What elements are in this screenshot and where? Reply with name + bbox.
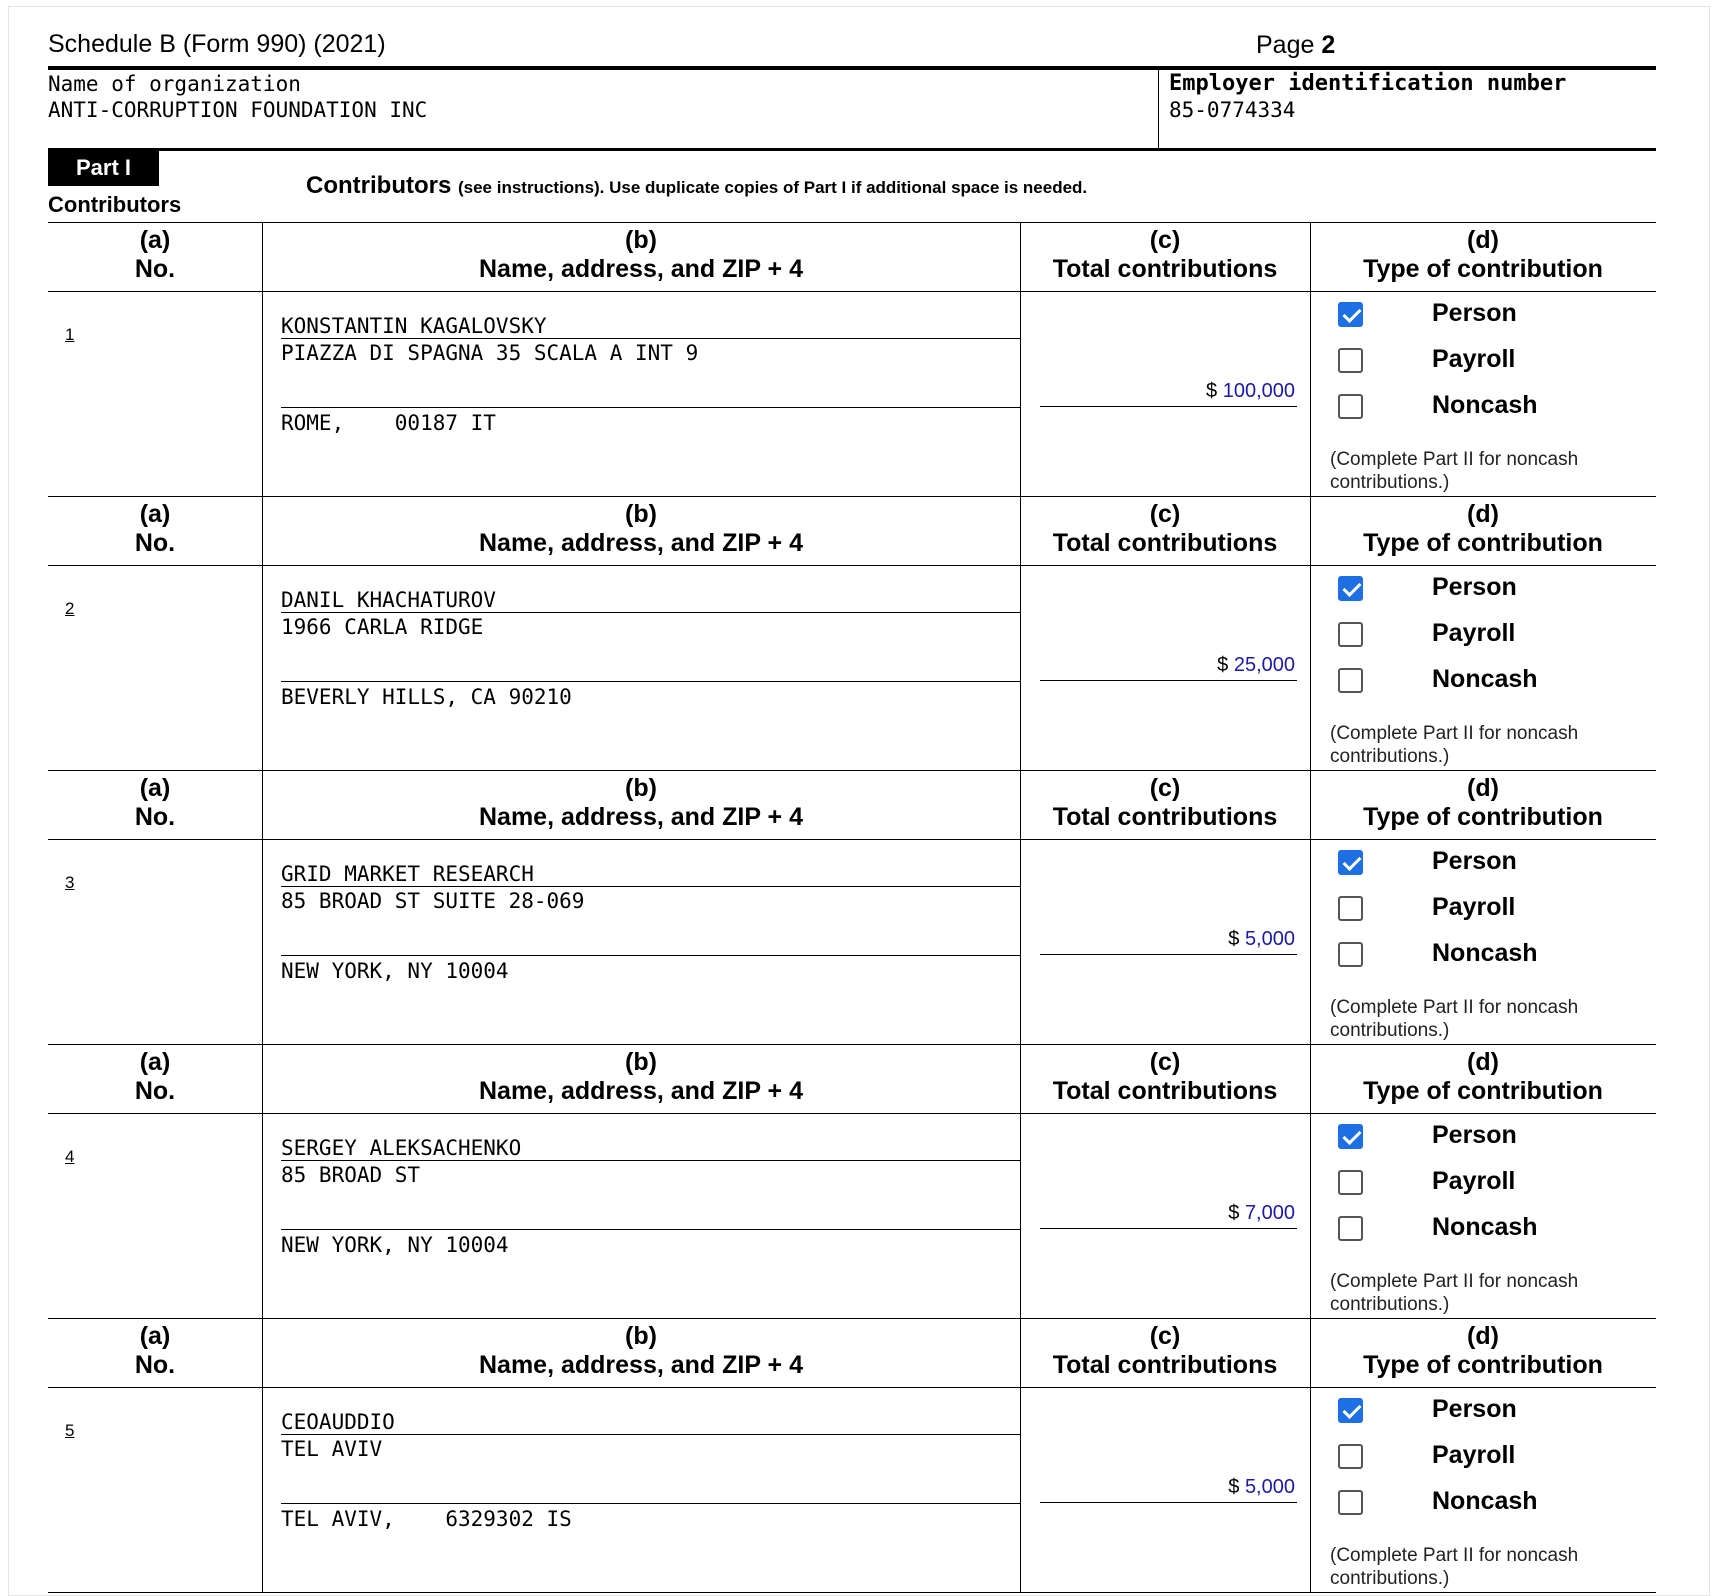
- col-a-letter: (a): [139, 1322, 171, 1350]
- noncash-checkbox[interactable]: [1338, 668, 1363, 693]
- col-rule-c: [1020, 770, 1021, 1044]
- col-d-letter: (d): [1467, 774, 1499, 802]
- col-a-header: [48, 226, 262, 284]
- payroll-label: Payroll: [1432, 619, 1516, 647]
- col-b-label: Name, address, and ZIP + 4: [479, 1351, 803, 1379]
- col-a-header: [48, 1048, 262, 1106]
- col-rule-d: [1310, 1318, 1311, 1592]
- col-c-header: [1020, 500, 1310, 558]
- col-c-letter: (c): [1149, 500, 1181, 528]
- col-rule-b: [262, 1318, 263, 1592]
- col-c-letter: (c): [1149, 1322, 1181, 1350]
- payroll-checkbox[interactable]: [1338, 622, 1363, 647]
- contributor-number: 2: [65, 599, 75, 618]
- col-rule-d: [1310, 222, 1311, 496]
- contributor-number: 5: [65, 1421, 75, 1440]
- name-underline: [281, 338, 1020, 339]
- col-d-label: Type of contribution: [1363, 1077, 1603, 1105]
- total-contribution: [1228, 928, 1295, 951]
- noncash-checkbox[interactable]: [1338, 1216, 1363, 1241]
- check-icon: [1342, 304, 1361, 323]
- currency-symbol: $: [1228, 1476, 1240, 1498]
- col-c-header: [1020, 774, 1310, 832]
- block-bottom-rule: [48, 1592, 1656, 1593]
- part-badge: Part I: [48, 151, 159, 186]
- col-b-header: [262, 226, 1020, 284]
- col-b-letter: (b): [625, 774, 657, 802]
- name-underline: [281, 612, 1020, 613]
- contributor-address: 85 BROAD ST SUITE 28-069: [281, 889, 585, 913]
- col-a-label: No.: [134, 255, 176, 283]
- col-c-letter: (c): [1149, 1048, 1181, 1076]
- noncash-note-line2: contributions.): [1330, 746, 1450, 767]
- check-icon: [1342, 852, 1361, 871]
- contributor-city-zip: ROME, 00187 IT: [281, 411, 496, 435]
- col-c-header: [1020, 226, 1310, 284]
- col-b-letter: (b): [625, 226, 657, 254]
- col-b-header: [262, 1048, 1020, 1106]
- col-rule-b: [262, 1044, 263, 1318]
- noncash-label: Noncash: [1432, 1213, 1538, 1241]
- contributor-address: 1966 CARLA RIDGE: [281, 615, 484, 639]
- part-heading-note: (see instructions). Use duplicate copies of Part I if additional space is needed.: [457, 178, 1088, 197]
- col-rule-c: [1020, 496, 1021, 770]
- person-label: Person: [1432, 299, 1517, 327]
- form-title: Schedule B (Form 990) (2021): [48, 30, 386, 58]
- part-heading: [306, 172, 1087, 200]
- contributor-name: SERGEY ALEKSACHENKO: [281, 1136, 522, 1160]
- col-d-header: [1310, 1048, 1656, 1106]
- contributor-number: 3: [65, 873, 75, 892]
- col-a-label: No.: [134, 1077, 176, 1105]
- contributor-name: KONSTANTIN KAGALOVSKY: [281, 314, 547, 338]
- col-rule-b: [262, 222, 263, 496]
- col-d-letter: (d): [1467, 1322, 1499, 1350]
- name-underline: [281, 1434, 1020, 1435]
- amount-value: 25,000: [1233, 654, 1295, 676]
- noncash-note: [1330, 1270, 1578, 1316]
- address-underline: [281, 407, 1020, 408]
- table-top-rule: [48, 222, 1656, 223]
- contributor-name: GRID MARKET RESEARCH: [281, 862, 534, 886]
- col-c-label: Total contributions: [1052, 1351, 1278, 1379]
- page-label: Page: [1256, 31, 1315, 59]
- payroll-checkbox[interactable]: [1338, 1444, 1363, 1469]
- header-rule: [48, 66, 1656, 70]
- address-underline: [281, 681, 1020, 682]
- col-d-label: Type of contribution: [1363, 1351, 1603, 1379]
- contributor-name: DANIL KHACHATUROV: [281, 588, 496, 612]
- check-icon: [1342, 1126, 1361, 1145]
- amount-value: 5,000: [1244, 1476, 1295, 1498]
- org-name: ANTI-CORRUPTION FOUNDATION INC: [48, 98, 428, 122]
- amount-underline: [1040, 954, 1297, 955]
- col-d-header: [1310, 226, 1656, 284]
- total-contribution: [1228, 1202, 1295, 1225]
- currency-symbol: $: [1206, 380, 1218, 402]
- contributor-address: PIAZZA DI SPAGNA 35 SCALA A INT 9: [281, 341, 699, 365]
- noncash-note-line2: contributions.): [1330, 472, 1450, 493]
- col-b-label: Name, address, and ZIP + 4: [479, 255, 803, 283]
- noncash-note-line2: contributions.): [1330, 1568, 1450, 1589]
- noncash-label: Noncash: [1432, 1487, 1538, 1515]
- col-c-label: Total contributions: [1052, 1077, 1278, 1105]
- col-a-label: No.: [134, 803, 176, 831]
- contributor-name: CEOAUDDIO: [281, 1410, 395, 1434]
- header-row-rule: [48, 565, 1656, 566]
- noncash-note-line2: contributions.): [1330, 1020, 1450, 1041]
- address-underline: [281, 1229, 1020, 1230]
- noncash-label: Noncash: [1432, 939, 1538, 967]
- noncash-note: [1330, 722, 1578, 768]
- col-rule-b: [262, 770, 263, 1044]
- address-underline: [281, 1503, 1020, 1504]
- payroll-label: Payroll: [1432, 1441, 1516, 1469]
- contributor-number: 4: [65, 1147, 75, 1166]
- noncash-note-line1: (Complete Part II for noncash: [1330, 1545, 1579, 1566]
- amount-value: 100,000: [1222, 380, 1295, 402]
- col-d-letter: (d): [1467, 500, 1499, 528]
- ein-value: 85-0774334: [1169, 98, 1296, 122]
- payroll-checkbox[interactable]: [1338, 348, 1363, 373]
- col-rule-d: [1310, 496, 1311, 770]
- payroll-label: Payroll: [1432, 345, 1516, 373]
- noncash-note-line1: (Complete Part II for noncash: [1330, 449, 1579, 470]
- col-c-letter: (c): [1149, 226, 1181, 254]
- org-name-label: Name of organization: [48, 72, 301, 96]
- col-d-header: [1310, 500, 1656, 558]
- col-rule-b: [262, 496, 263, 770]
- col-d-label: Type of contribution: [1363, 803, 1603, 831]
- total-contribution: [1228, 1476, 1295, 1499]
- header-row-rule: [48, 1387, 1656, 1388]
- total-contribution: [1217, 654, 1295, 677]
- ein-label: Employer identification number: [1169, 71, 1567, 96]
- header-row-rule: [48, 839, 1656, 840]
- currency-symbol: $: [1217, 654, 1229, 676]
- noncash-note-line1: (Complete Part II for noncash: [1330, 997, 1579, 1018]
- col-a-letter: (a): [139, 1048, 171, 1076]
- header-row-rule: [48, 1113, 1656, 1114]
- col-a-header: [48, 1322, 262, 1380]
- part-heading-title: Contributors: [306, 172, 452, 199]
- col-c-label: Total contributions: [1052, 803, 1278, 831]
- contributor-city-zip: TEL AVIV, 6329302 IS: [281, 1507, 572, 1531]
- payroll-label: Payroll: [1432, 1167, 1516, 1195]
- amount-underline: [1040, 1502, 1297, 1503]
- page-number: 2: [1321, 31, 1336, 59]
- col-rule-c: [1020, 1044, 1021, 1318]
- header-bottom-rule: [48, 148, 1656, 151]
- name-underline: [281, 1160, 1020, 1161]
- col-a-label: No.: [134, 1351, 176, 1379]
- col-c-label: Total contributions: [1052, 255, 1278, 283]
- col-a-letter: (a): [139, 774, 171, 802]
- col-d-label: Type of contribution: [1363, 255, 1603, 283]
- noncash-note: [1330, 448, 1578, 494]
- col-b-letter: (b): [625, 1322, 657, 1350]
- col-rule-c: [1020, 222, 1021, 496]
- col-d-letter: (d): [1467, 1048, 1499, 1076]
- col-c-header: [1020, 1322, 1310, 1380]
- noncash-note-line1: (Complete Part II for noncash: [1330, 723, 1579, 744]
- contributor-number: 1: [65, 325, 75, 344]
- col-a-letter: (a): [139, 226, 171, 254]
- header-row-rule: [48, 291, 1656, 292]
- block-bottom-rule: [48, 1044, 1656, 1045]
- col-rule-c: [1020, 1318, 1021, 1592]
- name-underline: [281, 886, 1020, 887]
- col-b-letter: (b): [625, 1048, 657, 1076]
- person-checkbox[interactable]: [1338, 302, 1363, 327]
- block-bottom-rule: [48, 770, 1656, 771]
- payroll-label: Payroll: [1432, 893, 1516, 921]
- page-indicator: [1256, 31, 1335, 60]
- noncash-checkbox[interactable]: [1338, 942, 1363, 967]
- currency-symbol: $: [1228, 928, 1240, 950]
- col-b-label: Name, address, and ZIP + 4: [479, 1077, 803, 1105]
- col-a-header: [48, 774, 262, 832]
- check-icon: [1342, 578, 1361, 597]
- col-d-letter: (d): [1467, 226, 1499, 254]
- col-c-header: [1020, 1048, 1310, 1106]
- col-rule-d: [1310, 770, 1311, 1044]
- contributor-address: TEL AVIV: [281, 1437, 383, 1461]
- payroll-checkbox[interactable]: [1338, 1170, 1363, 1195]
- col-b-header: [262, 1322, 1020, 1380]
- contributor-address: 85 BROAD ST: [281, 1163, 421, 1187]
- noncash-checkbox[interactable]: [1338, 394, 1363, 419]
- col-b-letter: (b): [625, 500, 657, 528]
- noncash-note: [1330, 1544, 1578, 1590]
- noncash-checkbox[interactable]: [1338, 1490, 1363, 1515]
- header-divider: [1158, 67, 1159, 150]
- amount-underline: [1040, 680, 1297, 681]
- person-label: Person: [1432, 1121, 1517, 1149]
- col-a-label: No.: [134, 529, 176, 557]
- part-subtitle: Contributors: [48, 192, 182, 217]
- col-b-header: [262, 774, 1020, 832]
- col-c-letter: (c): [1149, 774, 1181, 802]
- block-bottom-rule: [48, 1318, 1656, 1319]
- col-rule-d: [1310, 1044, 1311, 1318]
- noncash-note-line2: contributions.): [1330, 1294, 1450, 1315]
- person-label: Person: [1432, 573, 1517, 601]
- noncash-note: [1330, 996, 1578, 1042]
- total-contribution: [1206, 380, 1295, 403]
- person-checkbox[interactable]: [1338, 576, 1363, 601]
- contributor-city-zip: NEW YORK, NY 10004: [281, 1233, 509, 1257]
- person-label: Person: [1432, 1395, 1517, 1423]
- person-checkbox[interactable]: [1338, 1398, 1363, 1423]
- check-icon: [1342, 1400, 1361, 1419]
- amount-value: 5,000: [1244, 928, 1295, 950]
- address-underline: [281, 955, 1020, 956]
- amount-underline: [1040, 406, 1297, 407]
- col-b-label: Name, address, and ZIP + 4: [479, 529, 803, 557]
- currency-symbol: $: [1228, 1202, 1240, 1224]
- amount-underline: [1040, 1228, 1297, 1229]
- col-b-header: [262, 500, 1020, 558]
- contributor-city-zip: NEW YORK, NY 10004: [281, 959, 509, 983]
- noncash-label: Noncash: [1432, 391, 1538, 419]
- col-d-header: [1310, 774, 1656, 832]
- col-b-label: Name, address, and ZIP + 4: [479, 803, 803, 831]
- col-d-label: Type of contribution: [1363, 529, 1603, 557]
- person-checkbox[interactable]: [1338, 850, 1363, 875]
- noncash-note-line1: (Complete Part II for noncash: [1330, 1271, 1579, 1292]
- col-d-header: [1310, 1322, 1656, 1380]
- contributor-city-zip: BEVERLY HILLS, CA 90210: [281, 685, 572, 709]
- noncash-label: Noncash: [1432, 665, 1538, 693]
- col-a-header: [48, 500, 262, 558]
- block-bottom-rule: [48, 496, 1656, 497]
- col-c-label: Total contributions: [1052, 529, 1278, 557]
- person-label: Person: [1432, 847, 1517, 875]
- amount-value: 7,000: [1244, 1202, 1295, 1224]
- col-a-letter: (a): [139, 500, 171, 528]
- person-checkbox[interactable]: [1338, 1124, 1363, 1149]
- payroll-checkbox[interactable]: [1338, 896, 1363, 921]
